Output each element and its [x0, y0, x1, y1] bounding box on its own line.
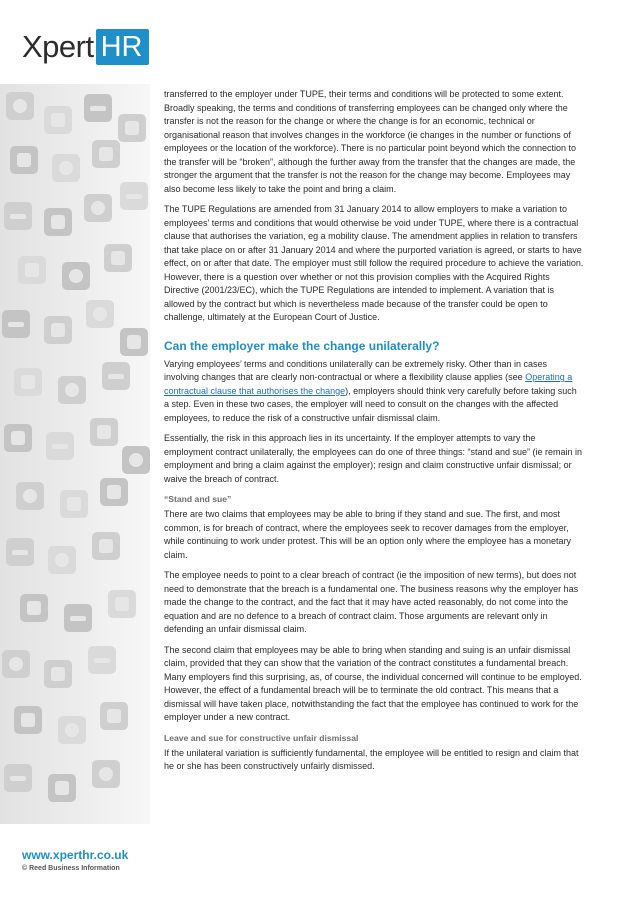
paragraph-two-claims: There are two claims that employees may be able to bring if they stand and sue. The first, and most common, is for breach of contract, where the employees seek to recover damages from the employer, while continuing to work under protest. This will be an option only where the employee has a monetary claim. [164, 509, 572, 560]
list-icon [88, 646, 116, 674]
calculator-icon [120, 182, 148, 210]
laptop-icon [4, 764, 32, 792]
phone-icon [104, 244, 132, 272]
paragraph-breach-of-contract: The employee needs to point to a clear breach of contract (ie the imposition of new terms), but does not need to demonstrate that the breach is a fundamental one. The business reasons why the employer has made the change to the contract, and the fact that it may have acted reasonably, do not come into the equation and are no defence to a breach of contract claim. Those arguments are relevant only in defending an unfair dismissal claim. [164, 570, 579, 634]
mail-icon [48, 546, 76, 574]
flag-icon [92, 760, 120, 788]
clipboard-icon [108, 590, 136, 618]
folder-icon [44, 208, 72, 236]
award-icon [100, 702, 128, 730]
paragraph-text-before-link: Varying employees’ terms and conditions unilaterally can be extremely risky. Other than in cases involving changes that are clearly non-contractual or where a flexibility clause applies (see [164, 358, 548, 382]
copyright-notice: © Reed Business Information [22, 865, 120, 872]
paragraph-unilateral-risk [164, 358, 584, 426]
shield-icon [6, 92, 34, 120]
people-icon [92, 532, 120, 560]
notepad-icon [2, 310, 30, 338]
big-ben-icon [4, 424, 32, 452]
filing-icon [90, 418, 118, 446]
website-link[interactable]: www.xperthr.co.uk [22, 848, 129, 862]
target-icon [122, 446, 150, 474]
envelope-icon [20, 594, 48, 622]
page-footer [22, 848, 128, 874]
article-body [164, 88, 584, 781]
xperthr-logo [22, 28, 149, 66]
gavel-icon [120, 328, 148, 356]
padlock-icon [44, 316, 72, 344]
logo-hr-badge: HR [96, 29, 149, 65]
capitol-icon [18, 256, 46, 284]
logo-xpert-text: Xpert [22, 29, 94, 64]
pencil-icon [64, 604, 92, 632]
scales-icon [62, 262, 90, 290]
paragraph-second-claim: The second claim that employees may be able to bring when standing and suing is an unfair dismissal claim, provided that they can show that the variation of the contract constitutes a fundamental breach. Many employers find this surprising, as, of course, the individual concerned will continue to be employed. However, the effect of a fundamental breach will be to terminate the old contract. This means that a dismissal will have taken place, notwithstanding the fact that the employee has continued to work for the employer under a new contract. [164, 644, 582, 722]
document-icon [44, 106, 72, 134]
paragraph-constructive-dismissal: If the unilateral variation is sufficiently fundamental, the employee will be entitled to resign and claim that he or she has been constructively unfairly dismissed. [164, 747, 579, 771]
calendar-icon [118, 114, 146, 142]
key-icon [48, 774, 76, 802]
puzzle-icon [14, 368, 42, 396]
paragraph-uncertainty: Essentially, the risk in this approach lies in its uncertainty. If the employer attempts to vary the employment contract unilaterally, the employees can do one of three things: “stand and sue” (ie remain in employment and bring a claim against the employer); resign and claim constructive unfair dismissal; or waive the breach of contract. [164, 433, 583, 484]
info-icon [102, 362, 130, 390]
building-icon [10, 146, 38, 174]
section-heading-unilateral-change: Can the employer make the change unilaterally? [164, 338, 440, 353]
gear-icon [16, 482, 44, 510]
coins-icon [14, 706, 42, 734]
headset-icon [58, 376, 86, 404]
briefcase-icon [84, 94, 112, 122]
arrows-icon [92, 140, 120, 168]
wifi-icon [2, 650, 30, 678]
subheading-leave-and-sue: Leave and sue for constructive unfair dismissal [164, 732, 359, 743]
contractual-clause-link[interactable]: Operating a contractual clause that authorises the change [164, 372, 573, 396]
paragraph-tupe-amendment: The TUPE Regulations are amended from 31 January 2014 to allow employers to make a variation to employees’ terms and conditions that would otherwise be void under TUPE, where there is a contractual clause that authorises the variation, eg a mobility clause. The amendment applies in relation to transfers that take place on or after 31 January 2014 and where the purported variation is agreed, or starts to have effect, on or after that date. The employer must still follow the required procedure to achieve the variation. However, there is a question over whether or not this provision complies with the Acquired Rights Directive (2001/23/EC), which the TUPE Regulations are intended to implement. A variation that is allowed by the contract but which is nevertheless made because of the transfer could be open to challenge, ultimately at the European Court of Justice. [164, 204, 584, 322]
printer-icon [44, 660, 72, 688]
decorative-icon-panel [0, 84, 150, 824]
paragraph-tupe-protection: transferred to the employer under TUPE, their terms and conditions will be protected to some extent. Broadly speaking, the terms and conditions of transferring employees can be changed only where the transfer is not the reason for the change or where the change is for an economic, technical or organisational reason that involves changes in the workforce (ie changes in the number or functions of employees or the location of the workforce). There is no particular point beyond which the connection to the transfer will be “broken”, although the further away from the transfer that the changes are made, the stronger the argument that the transfer is not the reason for the change may become. Employees may also become less likely to take the point and bring a claim. [164, 89, 577, 194]
window-icon [100, 478, 128, 506]
chart-icon [4, 202, 32, 230]
paragraph-text-after-link: ), employers should think very carefully before taking such a step. Even in these two cases, the employer will need to consult on the changes with the affected employees, to reduce the risk of a constructive unfair dismissal claim. [164, 385, 577, 423]
subheading-stand-and-sue: “Stand and sue” [164, 494, 232, 504]
clock-icon [52, 154, 80, 182]
user-icon [86, 300, 114, 328]
gas-pump-icon [60, 490, 88, 518]
book-icon [46, 432, 74, 460]
handshake-icon [58, 716, 86, 744]
umbrella-icon [6, 538, 34, 566]
globe-icon [84, 194, 112, 222]
